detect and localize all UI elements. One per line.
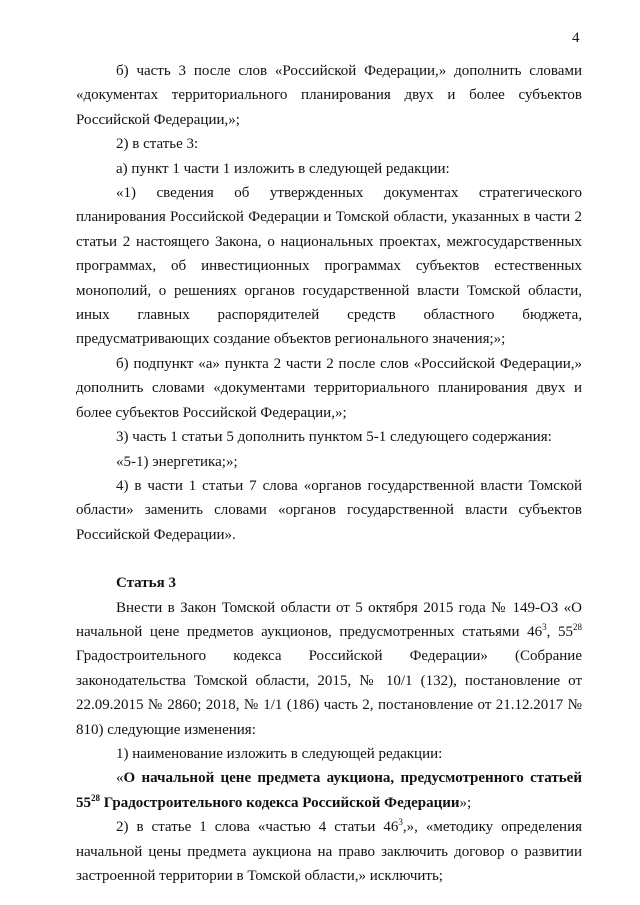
article-heading: Статья 3: [116, 575, 176, 592]
paragraph: б) часть 3 после слов «Российской Федерации,» дополнить словами «документах территориального планирования двух и более субъектов Российской Федерации,»;: [76, 63, 582, 128]
paragraph: 3) часть 1 статьи 5 дополнить пунктом 5-1 следующего содержания:: [116, 429, 552, 446]
text-segment: , 55: [546, 623, 574, 640]
paragraph: [76, 596, 582, 742]
superscript: 28: [91, 792, 100, 803]
paragraph: 4) в части 1 статьи 7 слова «органов государственной власти Томской области» заменить словами «органов государственной власти субъектов Российской Федерации».: [76, 477, 582, 543]
paragraph: «5-1) энергетика;»;: [116, 453, 238, 470]
spacer: [76, 547, 582, 571]
text-segment: »;: [459, 794, 472, 811]
paragraph: [76, 815, 582, 888]
document-body: [76, 59, 582, 888]
text-segment: 2) в статье 1 слова «частью 4 статьи 46: [116, 819, 399, 836]
paragraph: 2) в статье 3:: [116, 136, 199, 153]
paragraph: а) пункт 1 части 1 изложить в следующей редакции:: [116, 160, 450, 177]
bold-title: Градостроительного кодекса Российской Федерации: [100, 794, 460, 811]
bold-title: О начальной цене предмета аукциона, предусмотренного статьей 55: [76, 770, 582, 811]
superscript: 28: [573, 621, 583, 632]
superscript: 3: [398, 817, 403, 828]
text-segment: Градостроительного кодекса Российской Федерации» (Собрание законодательства Томской области, 2015, № 10/1 (132), постановление от 22.09.2015 № 2860; 2018, № 1/1 (186) часть 2, постановление от 21.12.2017 № 810) следующие изменения:: [76, 648, 582, 738]
paragraph: 1) наименование изложить в следующей редакции:: [116, 745, 443, 762]
text-segment: «: [116, 770, 124, 787]
text-segment: ,», «методику определения начальной цены предмета аукциона на право заключить договор о развитии застроенной территории в Томской области,» исключить;: [76, 819, 582, 884]
paragraph: [76, 766, 582, 815]
paragraph: «1) сведения об утвержденных документах стратегического планирования Российской Федерации и Томской области, указанных в части 2 статьи 2 настоящего Закона, о национальных проектах, межгосударственных программах, об инвестиционных программах субъектов естественных монополий, о решениях органов государственной власти Томской области, иных главных распорядителей средств областного бюджета, предусматривающих создание объектов регионального значения;»;: [76, 185, 582, 348]
superscript: 3: [542, 621, 547, 632]
text-segment: Внести в Закон Томской области от 5 октября 2015 года № 149-ОЗ «О начальной цене предметов аукционов, предусмотренных статьями 46: [76, 599, 582, 640]
page-number: 4: [572, 30, 580, 46]
paragraph: б) подпункт «а» пункта 2 части 2 после слов «Российской Федерации,» дополнить словами «документами территориального планирования двух и более субъектов Российской Федерации,»;: [76, 355, 582, 421]
